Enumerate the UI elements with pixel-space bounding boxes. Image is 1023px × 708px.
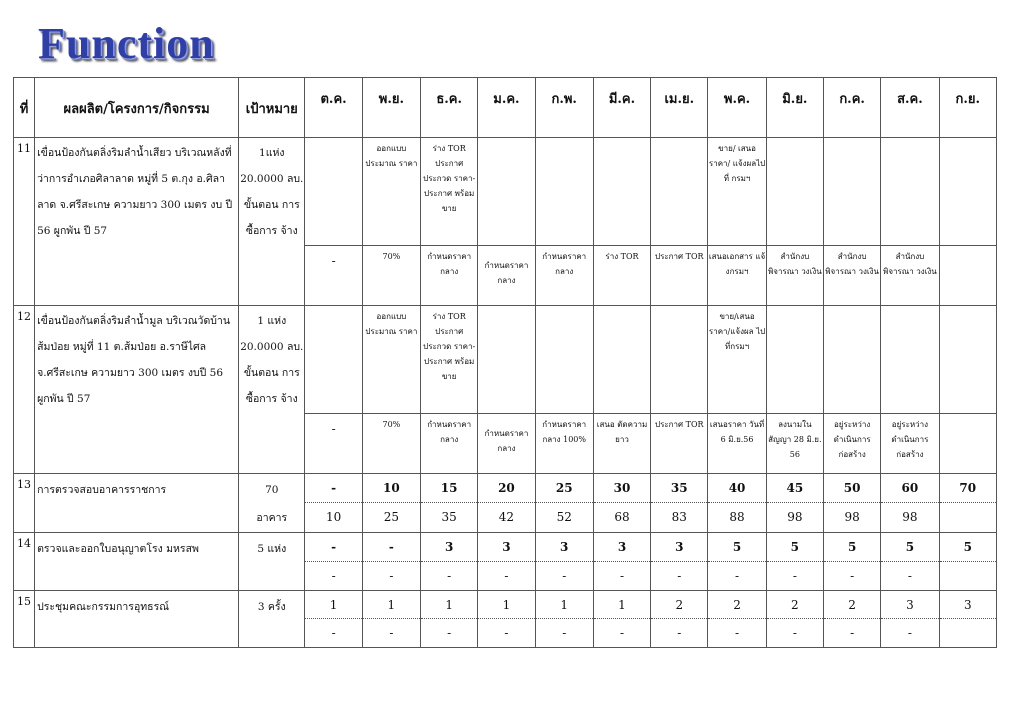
actual-cell: [939, 619, 996, 648]
header-month: ธ.ค.: [421, 78, 478, 138]
row-number: 14: [14, 533, 35, 591]
header-month: ก.ย.: [939, 78, 996, 138]
header-month: ก.ค.: [823, 78, 880, 138]
plan-cell: [535, 306, 593, 414]
plan-cell: ร่าง TOR ประกาศ ประกวด ราคา- ประกาศ พร้อมขาย: [421, 138, 478, 246]
header-month: พ.ย.: [362, 78, 420, 138]
project-name: เขื่อนป้องกันตลิ่งริมลำน้ำมูล บริเวณวัดบ้านส้มป่อย หมู่ที่ 11 ต.ส้มป่อย อ.ราษีไศล จ.ศรีสะเกษ ความยาว 300 เมตร งบปี 56 ผูกพัน ปี 57: [35, 306, 239, 474]
actual-cell: กำหนดราคา กลาง: [421, 246, 478, 306]
plan-cell: [939, 138, 996, 246]
plan-cell: ขาย/เสนอ ราคา/แจ้งผล ไปที่กรมฯ: [708, 306, 766, 414]
header-month: พ.ค.: [708, 78, 766, 138]
plan-cell: 40: [708, 474, 766, 503]
actual-cell: เสนอเอกสาร แจ้งกรมฯ: [708, 246, 766, 306]
row-number: 12: [14, 306, 35, 474]
plan-cell: [766, 306, 823, 414]
actual-cell: -: [881, 619, 939, 648]
target-value: 70 อาคาร: [239, 474, 305, 533]
actual-cell: -: [305, 414, 362, 474]
plan-cell: -: [305, 474, 362, 503]
actual-cell: กำหนดราคา กลาง: [478, 414, 535, 474]
header-project: ผลผลิต/โครงการ/กิจกรรม: [35, 78, 239, 138]
plan-cell: [651, 138, 708, 246]
plan-cell: 5: [823, 533, 880, 562]
actual-cell: 68: [593, 502, 650, 532]
actual-cell: สำนักงบ พิจารณา วงเงิน: [881, 246, 939, 306]
actual-cell: [939, 246, 996, 306]
table-row-plan: [14, 306, 997, 414]
project-name: ประชุมคณะกรรมการอุทธรณ์: [35, 591, 239, 648]
plan-cell: [881, 138, 939, 246]
actual-cell: กำหนดราคา กลาง: [478, 246, 535, 306]
plan-cell: 3: [535, 533, 593, 562]
project-name: เขื่อนป้องกันตลิ่งริมลำน้ำเสียว บริเวณหลังที่ว่าการอำเภอศิลาลาด หมู่ที่ 5 ต.กุง อ.ศิลาลาด จ.ศรีสะเกษ ความยาว 300 เมตร งบ ปี 56 ผูกพัน ปี 57: [35, 138, 239, 306]
plan-cell: ขาย/ เสนอราคา/ แจ้งผลไปที่ กรมฯ: [708, 138, 766, 246]
actual-cell: -: [708, 562, 766, 591]
actual-cell: -: [535, 562, 593, 591]
plan-cell: 35: [651, 474, 708, 503]
plan-cell: 25: [535, 474, 593, 503]
plan-cell: 5: [766, 533, 823, 562]
actual-cell: -: [881, 562, 939, 591]
plan-cell: 60: [881, 474, 939, 503]
row-number: 15: [14, 591, 35, 648]
plan-cell: 3: [939, 591, 996, 619]
header-month: เม.ย.: [651, 78, 708, 138]
actual-cell: เสนอ ตัดความยาว: [593, 414, 650, 474]
header-month: ส.ค.: [881, 78, 939, 138]
plan-cell: 1: [535, 591, 593, 619]
plan-cell: ออกแบบ ประมาณ ราคา: [362, 138, 420, 246]
plan-cell: 3: [593, 533, 650, 562]
actual-cell: -: [305, 619, 362, 648]
plan-cell: 10: [362, 474, 420, 503]
schedule-table: [13, 77, 997, 648]
table-row-plan: [14, 474, 997, 503]
plan-cell: [305, 138, 362, 246]
page-title: Function: [38, 19, 215, 68]
actual-cell: สำนักงบ พิจารณา วงเงิน: [823, 246, 880, 306]
actual-cell: 98: [766, 502, 823, 532]
actual-cell: -: [421, 619, 478, 648]
plan-cell: 3: [421, 533, 478, 562]
actual-cell: กำหนดราคา กลาง: [535, 246, 593, 306]
actual-cell: -: [651, 619, 708, 648]
plan-cell: 5: [939, 533, 996, 562]
plan-cell: 5: [708, 533, 766, 562]
plan-cell: [593, 138, 650, 246]
plan-cell: [593, 306, 650, 414]
actual-cell: 88: [708, 502, 766, 532]
actual-cell: 10: [305, 502, 362, 532]
actual-cell: -: [593, 562, 650, 591]
actual-cell: -: [823, 562, 880, 591]
plan-cell: [535, 138, 593, 246]
plan-cell: [939, 306, 996, 414]
project-name: ตรวจและออกใบอนุญาตโรง มหรสพ: [35, 533, 239, 591]
plan-cell: 1: [421, 591, 478, 619]
actual-cell: 98: [881, 502, 939, 532]
plan-cell: 2: [766, 591, 823, 619]
plan-cell: 2: [823, 591, 880, 619]
plan-cell: [651, 306, 708, 414]
actual-cell: กำหนดราคา กลาง: [421, 414, 478, 474]
actual-cell: -: [362, 562, 420, 591]
header-month: มี.ค.: [593, 78, 650, 138]
plan-cell: -: [305, 533, 362, 562]
target-value: 3 ครั้ง: [239, 591, 305, 648]
plan-cell: ออกแบบ ประมาณ ราคา: [362, 306, 420, 414]
table-row-plan: [14, 138, 997, 246]
actual-cell: 83: [651, 502, 708, 532]
actual-cell: เสนอราคา วันที่ 6 มิ.ย.56: [708, 414, 766, 474]
actual-cell: -: [305, 562, 362, 591]
plan-cell: 2: [651, 591, 708, 619]
plan-cell: 20: [478, 474, 535, 503]
plan-cell: 1: [305, 591, 362, 619]
header-target: เป้าหมาย: [239, 78, 305, 138]
plan-cell: 5: [881, 533, 939, 562]
actual-cell: กำหนดราคา กลาง 100%: [535, 414, 593, 474]
actual-cell: -: [478, 562, 535, 591]
header-month: ม.ค.: [478, 78, 535, 138]
plan-cell: [823, 138, 880, 246]
actual-cell: -: [478, 619, 535, 648]
plan-cell: 15: [421, 474, 478, 503]
actual-cell: อยู่ระหว่าง ดำเนินการ ก่อสร้าง: [881, 414, 939, 474]
header-no: ที่: [14, 78, 35, 138]
actual-cell: -: [766, 619, 823, 648]
actual-cell: -: [708, 619, 766, 648]
actual-cell: -: [362, 619, 420, 648]
actual-cell: ประกาศ TOR: [651, 414, 708, 474]
actual-cell: 52: [535, 502, 593, 532]
plan-cell: [478, 306, 535, 414]
plan-cell: [881, 306, 939, 414]
plan-cell: [305, 306, 362, 414]
target-value: 1 แห่ง 20.0000 ลบ. ขั้นตอน การซื้อการ จ้าง: [239, 306, 305, 474]
actual-cell: -: [766, 562, 823, 591]
actual-cell: ลงนามใน สัญญา 28 มิ.ย. 56: [766, 414, 823, 474]
actual-cell: อยู่ระหว่าง ดำเนินการ ก่อสร้าง: [823, 414, 880, 474]
actual-cell: สำนักงบ พิจารณา วงเงิน: [766, 246, 823, 306]
actual-cell: 70%: [362, 246, 420, 306]
plan-cell: 70: [939, 474, 996, 503]
plan-cell: [823, 306, 880, 414]
actual-cell: 98: [823, 502, 880, 532]
actual-cell: ร่าง TOR: [593, 246, 650, 306]
actual-cell: 70%: [362, 414, 420, 474]
actual-cell: 25: [362, 502, 420, 532]
row-number: 13: [14, 474, 35, 533]
actual-cell: -: [823, 619, 880, 648]
plan-cell: 1: [593, 591, 650, 619]
actual-cell: 35: [421, 502, 478, 532]
header-row: [14, 78, 997, 138]
table-row-plan: [14, 591, 997, 619]
header-month: ต.ค.: [305, 78, 362, 138]
actual-cell: -: [305, 246, 362, 306]
actual-cell: [939, 414, 996, 474]
actual-cell: 42: [478, 502, 535, 532]
header-month: มิ.ย.: [766, 78, 823, 138]
plan-cell: 3: [651, 533, 708, 562]
header-month: ก.พ.: [535, 78, 593, 138]
project-name: การตรวจสอบอาคารราชการ: [35, 474, 239, 533]
row-number: 11: [14, 138, 35, 306]
plan-cell: [766, 138, 823, 246]
actual-cell: [939, 502, 996, 532]
plan-cell: 1: [478, 591, 535, 619]
target-value: 1แห่ง 20.0000 ลบ. ขั้นตอน การซื้อการ จ้าง: [239, 138, 305, 306]
plan-cell: 30: [593, 474, 650, 503]
plan-cell: 50: [823, 474, 880, 503]
plan-cell: ร่าง TOR ประกาศ ประกวด ราคา- ประกาศ พร้อมขาย: [421, 306, 478, 414]
plan-cell: 2: [708, 591, 766, 619]
plan-cell: [478, 138, 535, 246]
actual-cell: -: [593, 619, 650, 648]
actual-cell: -: [421, 562, 478, 591]
actual-cell: ประกาศ TOR: [651, 246, 708, 306]
plan-cell: 45: [766, 474, 823, 503]
plan-cell: 3: [478, 533, 535, 562]
plan-cell: -: [362, 533, 420, 562]
actual-cell: -: [651, 562, 708, 591]
table-row-plan: [14, 533, 997, 562]
actual-cell: [939, 562, 996, 591]
plan-cell: 1: [362, 591, 420, 619]
actual-cell: -: [535, 619, 593, 648]
target-value: 5 แห่ง: [239, 533, 305, 591]
plan-cell: 3: [881, 591, 939, 619]
